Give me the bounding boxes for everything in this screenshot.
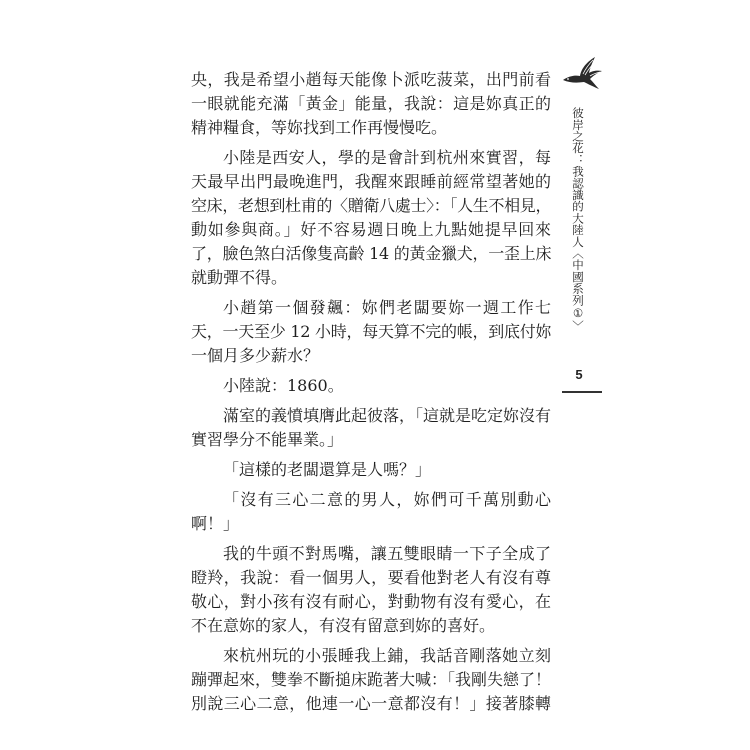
paragraph <box>191 404 551 452</box>
text-line: 敬心，對小孩有沒有耐心，對動物有沒有愛心，在 <box>191 592 551 611</box>
text-line: 天最早出門最晚進門，我醒來跟睡前經常望著她的 <box>191 172 551 191</box>
paragraph <box>191 644 551 716</box>
text-line: 小陸說：1860。 <box>223 376 344 395</box>
text-line: 我的牛頭不對馬嘴，讓五雙眼睛一下子全成了 <box>223 544 551 563</box>
text-line: 動如參與商。」好不容易週日晚上九點她提早回來 <box>191 220 551 239</box>
text-line: 了，臉色煞白活像隻高齡 14 的黃金獵犬，一歪上床 <box>191 244 552 263</box>
text-line: 瞪羚，我說：看一個男人，要看他對老人有沒有尊 <box>191 568 551 587</box>
text-line: 別說三心二意，他連一心一意都沒有！」接著膝轉 <box>191 694 551 713</box>
paragraph <box>191 68 551 140</box>
text-line: 央，我是希望小趙每天能像卜派吃菠菜，出門前看 <box>191 70 551 89</box>
paragraph <box>191 296 551 368</box>
paragraph <box>191 488 551 536</box>
text-line: 蹦彈起來，雙拳不斷搥床跪著大喊：「我剛失戀了！ <box>191 670 552 689</box>
text-line: 「這樣的老闆還算是人嗎？」 <box>223 460 432 479</box>
paragraph <box>191 458 551 482</box>
body-text <box>191 68 551 722</box>
text-line: 空床，老想到杜甫的〈贈衛八處士〉：「人生不相見， <box>191 196 551 215</box>
text-line: 就動彈不得。 <box>191 268 288 287</box>
text-line: 精神糧食，等妳找到工作再慢慢吃。 <box>191 118 448 137</box>
text-line: 來杭州玩的小張睡我上鋪，我話音剛落她立刻 <box>223 646 551 665</box>
text-line: 小陸是西安人，學的是會計到杭州來實習，每 <box>223 148 551 167</box>
text-line: 小趙第一個發飆：妳們老闆要妳一週工作七 <box>223 298 551 317</box>
text-line: 「沒有三心二意的男人，妳們可千萬別動心 <box>223 490 551 509</box>
series-title: 彼岸之花：我認識的大陸人〈中國系列①〉 <box>571 107 585 332</box>
text-line: 一眼就能充滿「黃金」能量，我說：這是妳真正的 <box>191 94 551 113</box>
text-line: 天，一天至少 12 小時，每天算不完的帳，到底付妳 <box>191 322 552 341</box>
text-line: 不在意妳的家人，有沒有留意到妳的喜好。 <box>191 616 496 635</box>
text-line: 啊！」 <box>191 514 240 533</box>
text-line: 滿室的義憤填膺此起彼落，「這就是吃定妳沒有 <box>223 406 552 425</box>
page-number-rule <box>562 391 602 393</box>
text-line: 一個月多少薪水？ <box>191 346 320 365</box>
paragraph <box>191 146 551 290</box>
bird-icon <box>561 55 603 91</box>
paragraph <box>191 374 551 398</box>
paragraph <box>191 542 551 638</box>
page-number: 5 <box>575 367 583 382</box>
text-line: 實習學分不能畢業。」 <box>191 430 344 449</box>
